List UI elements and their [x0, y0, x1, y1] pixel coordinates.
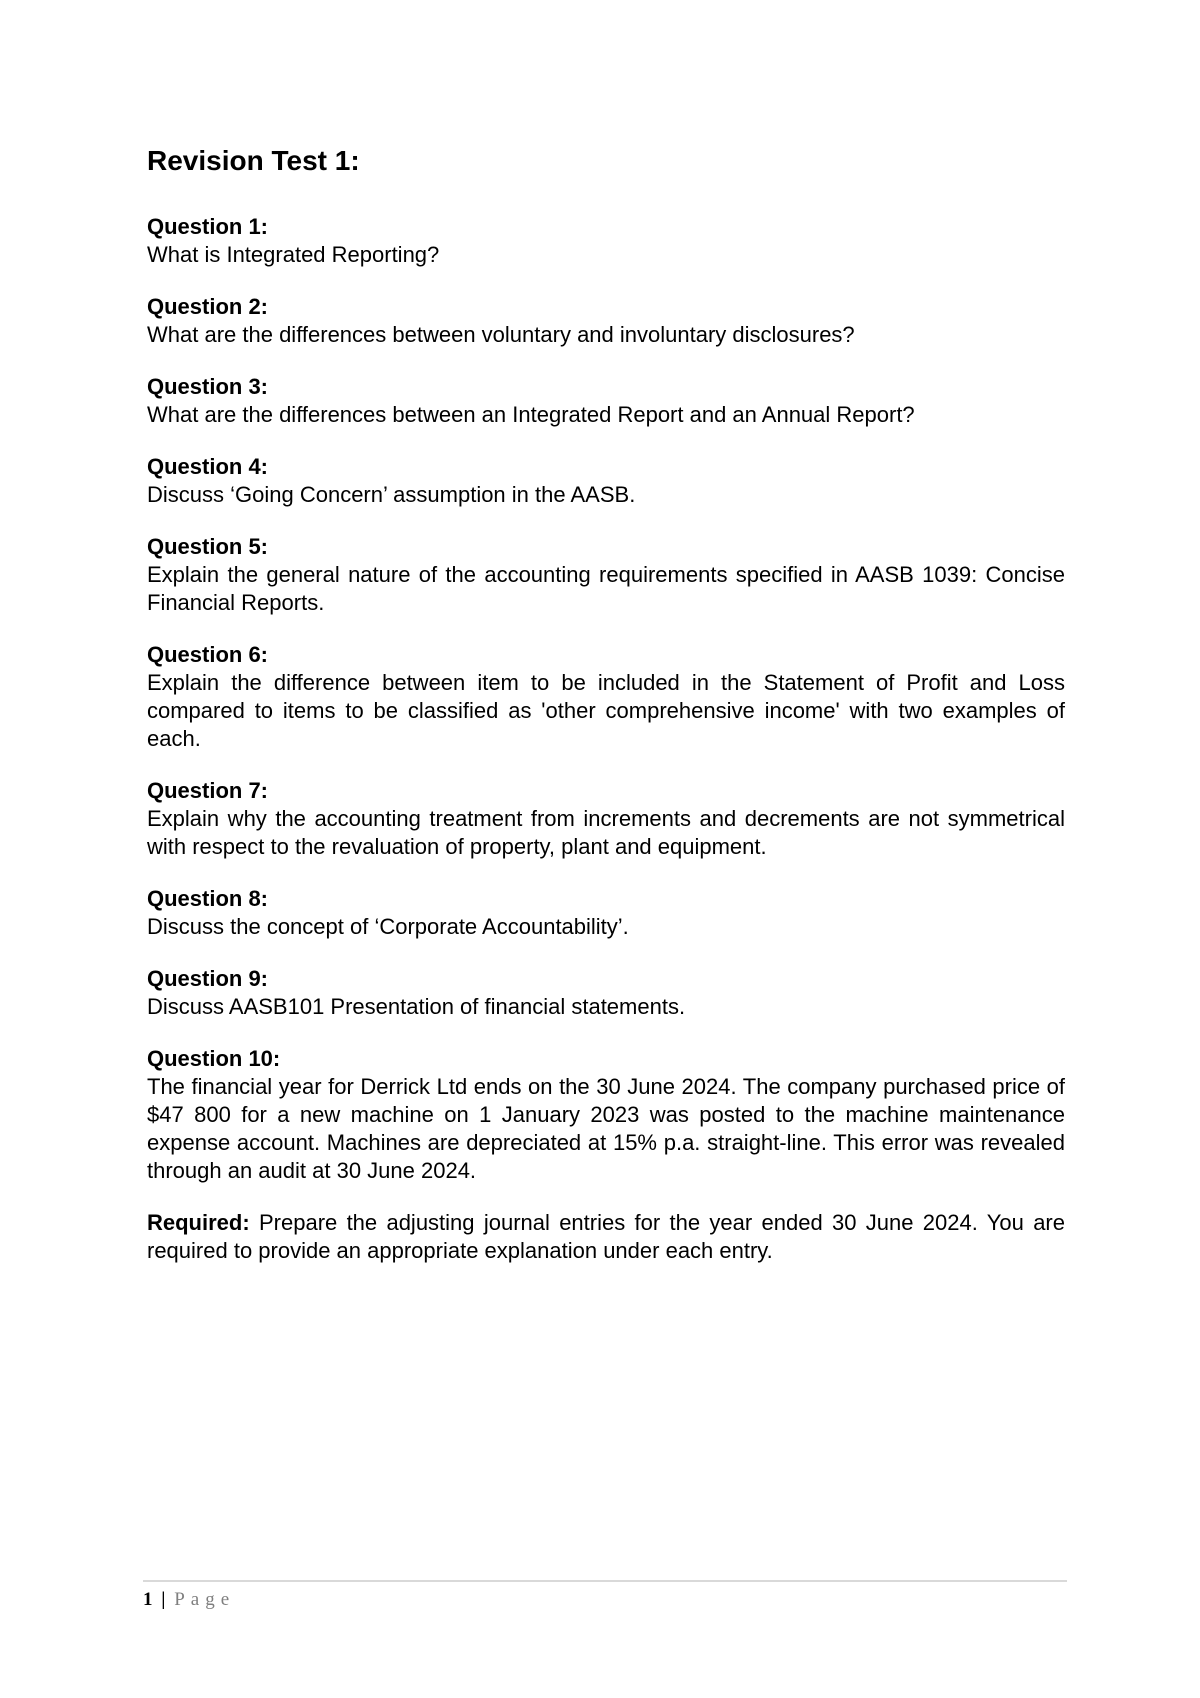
document-title: Revision Test 1: [147, 145, 360, 176]
question-heading: Question 1: [147, 214, 269, 239]
question-5 [147, 533, 1065, 617]
question-6 [147, 641, 1065, 753]
question-10 [147, 1045, 1065, 1185]
question-heading: Question 10: [147, 1046, 281, 1071]
required-text: Prepare the adjusting journal entries for the year ended 30 June 2024. You are required to provide an appropriate explanation under each entry. [147, 1210, 1065, 1263]
question-heading: Question 2: [147, 294, 269, 319]
required-instruction [147, 1209, 1065, 1265]
question-text: What are the differences between an Integrated Report and an Annual Report? [147, 402, 915, 427]
document-body [147, 144, 1065, 1265]
question-text: Discuss AASB101 Presentation of financial statements. [147, 994, 686, 1019]
question-4 [147, 453, 1065, 509]
question-text: Explain the general nature of the accounting requirements specified in AASB 1039: Concise Financial Reports. [147, 562, 1065, 615]
question-9 [147, 965, 1065, 1021]
question-3 [147, 373, 1065, 429]
question-heading: Question 9: [147, 966, 269, 991]
page-footer [143, 1588, 235, 1612]
question-2 [147, 293, 1065, 349]
question-text: Explain why the accounting treatment from increments and decrements are not symmetrical with respect to the revaluation of property, plant and equipment. [147, 806, 1065, 859]
question-text: Explain the difference between item to be included in the Statement of Profit and Loss compared to items to be classified as 'other comprehensive income' with two examples of each. [147, 670, 1065, 751]
question-text: Discuss the concept of ‘Corporate Accountability’. [147, 914, 629, 939]
page-separator: | [161, 1589, 166, 1610]
question-heading: Question 3: [147, 374, 269, 399]
question-heading: Question 4: [147, 454, 269, 479]
page-number: 1 [143, 1589, 153, 1610]
question-text: The financial year for Derrick Ltd ends on the 30 June 2024. The company purchased price of $47 800 for a new machine on 1 January 2023 was posted to the machine maintenance expense account. Machines are depreciated at 15% p.a. straight-line. This error was revealed through an audit at 30 June 2024. [147, 1074, 1065, 1183]
question-text: Discuss ‘Going Concern’ assumption in the AASB. [147, 482, 636, 507]
question-8 [147, 885, 1065, 941]
question-text: What is Integrated Reporting? [147, 242, 440, 267]
question-heading: Question 5: [147, 534, 269, 559]
required-label: Required: [147, 1210, 250, 1235]
question-heading: Question 8: [147, 886, 269, 911]
page-label: Page [174, 1589, 236, 1610]
question-heading: Question 6: [147, 642, 269, 667]
question-text: What are the differences between voluntary and involuntary disclosures? [147, 322, 855, 347]
question-1 [147, 213, 1065, 269]
footer-divider [143, 1580, 1067, 1582]
question-7 [147, 777, 1065, 861]
question-heading: Question 7: [147, 778, 269, 803]
